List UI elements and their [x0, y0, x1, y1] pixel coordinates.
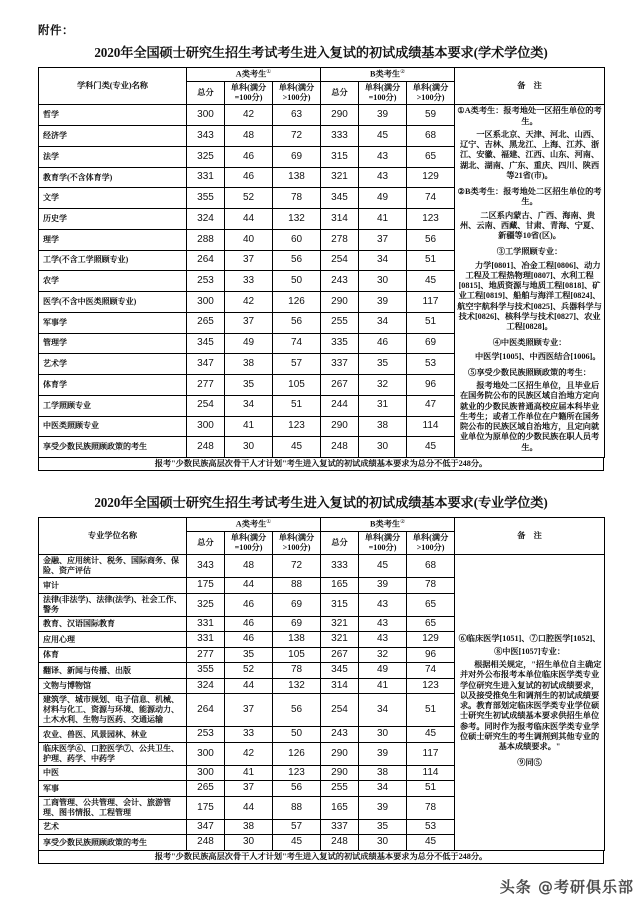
cell-a-over: 105 — [273, 375, 321, 396]
remark-paragraph: 根据相关规定，"招生单位自主确定并对外公布报考本单位临床医学类专业学位研究生进入复试的初试成绩要求，以及接受推免生和调剂生的初试成绩要求。教育部划定临床医学类专业学位硕士研究生初试成绩基本要求供招生单位参考。同时作为报考临床医学类专业学位硕士研究生的考生调剂到其他专业的基本成绩要求。" — [459, 660, 602, 752]
header-b-single-100: 单科(满分=100分) — [359, 81, 407, 105]
academic-footnote-table — [38, 457, 604, 471]
cell-b-over: 114 — [407, 765, 455, 781]
row-subject-name: 工学(不含工学照顾专业) — [39, 250, 187, 271]
cell-a-total: 300 — [187, 105, 225, 126]
cell-a-total: 355 — [187, 188, 225, 209]
cell-a-total: 331 — [187, 632, 225, 648]
cell-a-100: 42 — [225, 292, 273, 313]
header-a-single-over100: 单科(满分>100分) — [273, 531, 321, 555]
cell-a-100: 35 — [225, 375, 273, 396]
header-group-b-sup: ② — [400, 69, 406, 75]
cell-a-over: 78 — [273, 188, 321, 209]
cell-b-total: 290 — [321, 742, 359, 765]
cell-a-100: 33 — [225, 271, 273, 292]
cell-b-total: 248 — [321, 437, 359, 458]
cell-a-100: 35 — [225, 647, 273, 663]
cell-b-100: 34 — [359, 312, 407, 333]
header-a-single-100: 单科(满分=100分) — [225, 531, 273, 555]
header-group-b — [321, 68, 455, 82]
cell-b-total: 315 — [321, 146, 359, 167]
cell-a-100: 33 — [225, 727, 273, 743]
cell-a-over: 56 — [273, 781, 321, 797]
cell-b-total: 321 — [321, 616, 359, 632]
cell-a-total: 347 — [187, 354, 225, 375]
cell-b-100: 38 — [359, 765, 407, 781]
cell-b-total: 337 — [321, 819, 359, 835]
cell-b-100: 46 — [359, 333, 407, 354]
cell-a-100: 37 — [225, 312, 273, 333]
header-group-b-label: B类考生 — [370, 519, 401, 529]
cell-b-over: 78 — [407, 796, 455, 819]
cell-a-over: 45 — [273, 437, 321, 458]
cell-b-total: 254 — [321, 694, 359, 727]
cell-b-100: 38 — [359, 416, 407, 437]
row-subject-name: 文物与博物馆 — [39, 678, 187, 694]
cell-b-over: 51 — [407, 694, 455, 727]
cell-b-total: 321 — [321, 632, 359, 648]
remark-paragraph: 一区系北京、天津、河北、山西、辽宁、吉林、黑龙江、上海、江苏、浙江、安徽、福建、江西、山东、河南、湖北、湖南、广东、重庆、四川、陕西等21省(市)。 — [459, 129, 600, 180]
cell-b-over: 123 — [407, 678, 455, 694]
header-degree-name: 专业学位名称 — [39, 518, 187, 555]
row-subject-name: 农业、兽医、风景园林、林业 — [39, 727, 187, 743]
header-remarks: 备 注 — [455, 68, 605, 105]
cell-a-100: 46 — [225, 632, 273, 648]
cell-a-total: 345 — [187, 333, 225, 354]
cell-a-total: 248 — [187, 835, 225, 851]
cell-b-100: 43 — [359, 167, 407, 188]
cell-a-over: 132 — [273, 678, 321, 694]
row-subject-name: 应用心理 — [39, 632, 187, 648]
cell-b-100: 41 — [359, 678, 407, 694]
cell-b-total: 267 — [321, 647, 359, 663]
academic-score-table — [38, 67, 605, 458]
cell-a-100: 37 — [225, 694, 273, 727]
cell-a-over: 56 — [273, 312, 321, 333]
row-subject-name: 理学 — [39, 229, 187, 250]
cell-a-total: 277 — [187, 375, 225, 396]
remark-paragraph: ⑨同⑤ — [517, 758, 542, 768]
row-subject-name: 审计 — [39, 578, 187, 594]
table-header-row-top — [39, 518, 605, 532]
table-row — [39, 105, 605, 126]
row-subject-name: 建筑学、城市规划、电子信息、机械、材料与化工、资源与环境、能源动力、土木水利、生物与医药、交通运输 — [39, 694, 187, 727]
professional-table-title: 2020年全国硕士研究生招生考试考生进入复试的初试成绩基本要求(专业学位类) — [94, 495, 548, 510]
header-b-total: 总分 — [321, 81, 359, 105]
cell-a-total: 331 — [187, 167, 225, 188]
cell-b-over: 129 — [407, 632, 455, 648]
cell-b-over: 114 — [407, 416, 455, 437]
cell-a-100: 41 — [225, 416, 273, 437]
cell-b-100: 49 — [359, 663, 407, 679]
cell-b-over: 74 — [407, 188, 455, 209]
cell-a-over: 88 — [273, 796, 321, 819]
cell-b-total: 254 — [321, 250, 359, 271]
cell-b-100: 39 — [359, 105, 407, 126]
row-subject-name: 工商管理、公共管理、会计、旅游管理、图书情报、工程管理 — [39, 796, 187, 819]
cell-a-100: 46 — [225, 146, 273, 167]
cell-b-over: 59 — [407, 105, 455, 126]
header-remarks: 备 注 — [455, 518, 605, 555]
cell-b-total: 345 — [321, 663, 359, 679]
cell-b-100: 41 — [359, 209, 407, 230]
header-a-total: 总分 — [187, 531, 225, 555]
cell-b-100: 34 — [359, 250, 407, 271]
professional-footnote-row — [39, 850, 604, 863]
cell-b-over: 45 — [407, 271, 455, 292]
cell-b-over: 123 — [407, 209, 455, 230]
row-subject-name: 教育、汉语国际教育 — [39, 616, 187, 632]
row-subject-name: 医学(不含中医类照顾专业) — [39, 292, 187, 313]
cell-a-100: 49 — [225, 333, 273, 354]
remark-paragraph: 二区系内蒙古、广西、海南、贵州、云南、西藏、甘肃、青海、宁夏、新疆等10省(区)。 — [459, 210, 600, 241]
academic-footnote-text: 报考"少数民族高层次骨干人才计划"考生进入复试的初试成绩基本要求为总分不低于248分。 — [39, 457, 604, 470]
header-b-single-over100: 单科(满分>100分) — [407, 81, 455, 105]
cell-a-over: 57 — [273, 354, 321, 375]
cell-b-over: 47 — [407, 395, 455, 416]
cell-b-total: 335 — [321, 333, 359, 354]
cell-a-over: 51 — [273, 395, 321, 416]
cell-b-total: 314 — [321, 209, 359, 230]
cell-b-100: 30 — [359, 835, 407, 851]
cell-a-total: 300 — [187, 765, 225, 781]
cell-b-over: 117 — [407, 742, 455, 765]
cell-a-total: 300 — [187, 292, 225, 313]
cell-b-100: 30 — [359, 271, 407, 292]
cell-b-total: 243 — [321, 727, 359, 743]
cell-b-total: 255 — [321, 312, 359, 333]
remark-paragraph: ③工学照顾专业： — [496, 247, 563, 257]
remark-paragraph: ⑥临床医学[1051]、⑦口腔医学[1052]、 — [458, 633, 601, 643]
row-subject-name: 法学 — [39, 146, 187, 167]
cell-b-100: 39 — [359, 796, 407, 819]
header-group-a — [187, 518, 321, 532]
remark-paragraph: ④中医类照顾专业： — [492, 338, 567, 348]
row-subject-name: 艺术学 — [39, 354, 187, 375]
row-subject-name: 经济学 — [39, 126, 187, 147]
cell-a-100: 38 — [225, 354, 273, 375]
cell-b-over: 65 — [407, 616, 455, 632]
cell-a-total: 331 — [187, 616, 225, 632]
cell-a-over: 72 — [273, 126, 321, 147]
header-group-a-label: A类考生 — [235, 519, 267, 529]
cell-a-over: 138 — [273, 167, 321, 188]
row-subject-name: 文学 — [39, 188, 187, 209]
cell-a-over: 57 — [273, 819, 321, 835]
cell-b-over: 65 — [407, 593, 455, 616]
cell-a-total: 325 — [187, 146, 225, 167]
cell-b-total: 278 — [321, 229, 359, 250]
cell-b-100: 35 — [359, 354, 407, 375]
cell-b-over: 68 — [407, 126, 455, 147]
row-subject-name: 工学照顾专业 — [39, 395, 187, 416]
cell-b-over: 51 — [407, 250, 455, 271]
cell-b-total: 333 — [321, 126, 359, 147]
cell-a-100: 41 — [225, 765, 273, 781]
remarks-cell — [455, 555, 605, 851]
cell-b-over: 69 — [407, 333, 455, 354]
remark-paragraph: ⑧中医[1057]专业： — [494, 646, 566, 656]
cell-b-total: 255 — [321, 781, 359, 797]
row-subject-name: 享受少数民族照顾政策的考生 — [39, 437, 187, 458]
remark-paragraph: ①A类考生：报考地处一区招生单位的考生。 — [457, 106, 602, 126]
cell-b-total: 267 — [321, 375, 359, 396]
cell-a-over: 69 — [273, 146, 321, 167]
row-subject-name: 体育学 — [39, 375, 187, 396]
remark-paragraph: 报考地处二区招生单位，且毕业后在国务院公布的民族区域自治地方定向就业的少数民族普通高校应届本科毕业生考生；或者工作单位在户籍所在国务院公布的民族区域自治地方，且定向就业单位为原单位的少数民族在职人员考生。 — [459, 381, 600, 452]
cell-a-total: 355 — [187, 663, 225, 679]
cell-a-total: 265 — [187, 781, 225, 797]
cell-b-100: 32 — [359, 375, 407, 396]
cell-b-100: 35 — [359, 819, 407, 835]
cell-a-over: 45 — [273, 835, 321, 851]
cell-b-over: 68 — [407, 555, 455, 578]
cell-a-100: 42 — [225, 742, 273, 765]
cell-b-100: 49 — [359, 188, 407, 209]
cell-b-over: 78 — [407, 578, 455, 594]
cell-a-100: 38 — [225, 819, 273, 835]
table-header-row-top — [39, 68, 605, 82]
cell-b-over: 56 — [407, 229, 455, 250]
cell-b-total: 314 — [321, 678, 359, 694]
header-b-single-100: 单科(满分=100分) — [359, 531, 407, 555]
cell-a-over: 78 — [273, 663, 321, 679]
cell-b-over: 53 — [407, 354, 455, 375]
row-subject-name: 艺术 — [39, 819, 187, 835]
cell-b-total: 290 — [321, 416, 359, 437]
cell-a-total: 253 — [187, 727, 225, 743]
cell-a-100: 40 — [225, 229, 273, 250]
cell-b-total: 337 — [321, 354, 359, 375]
cell-a-100: 44 — [225, 578, 273, 594]
cell-b-over: 45 — [407, 835, 455, 851]
header-group-b-sup: ② — [400, 519, 406, 525]
cell-a-total: 288 — [187, 229, 225, 250]
cell-b-100: 45 — [359, 126, 407, 147]
cell-b-over: 117 — [407, 292, 455, 313]
cell-a-100: 44 — [225, 678, 273, 694]
cell-b-over: 96 — [407, 375, 455, 396]
cell-b-100: 39 — [359, 292, 407, 313]
cell-a-100: 44 — [225, 209, 273, 230]
cell-a-over: 123 — [273, 416, 321, 437]
header-b-single-over100: 单科(满分>100分) — [407, 531, 455, 555]
cell-b-total: 315 — [321, 593, 359, 616]
cell-a-over: 105 — [273, 647, 321, 663]
cell-a-100: 42 — [225, 105, 273, 126]
cell-b-total: 165 — [321, 796, 359, 819]
remark-paragraph: 中医学[1005]、中西医结合[1006]。 — [474, 351, 601, 361]
cell-a-100: 37 — [225, 250, 273, 271]
cell-b-over: 53 — [407, 819, 455, 835]
row-subject-name: 临床医学⑥、口腔医学⑦、公共卫生、护理、药学、中药学 — [39, 742, 187, 765]
cell-a-100: 46 — [225, 167, 273, 188]
cell-a-over: 74 — [273, 333, 321, 354]
cell-b-100: 34 — [359, 694, 407, 727]
cell-a-over: 69 — [273, 593, 321, 616]
cell-a-over: 72 — [273, 555, 321, 578]
cell-a-total: 175 — [187, 578, 225, 594]
row-subject-name: 金融、应用统计、税务、国际商务、保险、资产评估 — [39, 555, 187, 578]
professional-footnote-text: 报考"少数民族高层次骨干人才计划"考生进入复试的初试成绩基本要求为总分不低于248分。 — [39, 850, 604, 863]
cell-b-total: 321 — [321, 167, 359, 188]
cell-b-over: 65 — [407, 146, 455, 167]
cell-a-total: 265 — [187, 312, 225, 333]
cell-a-total: 343 — [187, 555, 225, 578]
cell-a-100: 37 — [225, 781, 273, 797]
row-subject-name: 享受少数民族照顾政策的考生 — [39, 835, 187, 851]
cell-b-100: 43 — [359, 593, 407, 616]
cell-a-total: 264 — [187, 250, 225, 271]
cell-a-total: 264 — [187, 694, 225, 727]
cell-b-total: 165 — [321, 578, 359, 594]
professional-table-body — [39, 555, 605, 851]
cell-b-over: 45 — [407, 437, 455, 458]
cell-b-over: 51 — [407, 312, 455, 333]
cell-b-100: 45 — [359, 555, 407, 578]
cell-a-total: 300 — [187, 742, 225, 765]
cell-b-total: 290 — [321, 765, 359, 781]
cell-a-100: 30 — [225, 437, 273, 458]
cell-b-100: 32 — [359, 647, 407, 663]
academic-table-section — [38, 42, 604, 471]
cell-a-over: 88 — [273, 578, 321, 594]
header-group-a-sup: ① — [266, 69, 272, 75]
cell-a-100: 52 — [225, 188, 273, 209]
cell-b-total: 290 — [321, 105, 359, 126]
cell-b-over: 74 — [407, 663, 455, 679]
header-a-single-100: 单科(满分=100分) — [225, 81, 273, 105]
header-a-total: 总分 — [187, 81, 225, 105]
row-subject-name: 法律(非法学)、法律(法学)、社会工作、警务 — [39, 593, 187, 616]
cell-a-over: 126 — [273, 292, 321, 313]
cell-b-100: 43 — [359, 146, 407, 167]
row-subject-name: 体育 — [39, 647, 187, 663]
cell-a-over: 126 — [273, 742, 321, 765]
cell-b-total: 248 — [321, 835, 359, 851]
cell-a-over: 123 — [273, 765, 321, 781]
header-group-b — [321, 518, 455, 532]
remark-paragraph: 力学[0801]、冶金工程[0806]、动力工程及工程热物理[0807]、水利工程[0815]、地质资源与地质工程[0818]、矿业工程[0819]、船舶与海洋工程[0824]、航空宇航科学与技术[0825]、兵器科学与技术[0826]、核科学与技术[0827]、农业工程[0828]。 — [457, 260, 602, 332]
cell-b-total: 290 — [321, 292, 359, 313]
cell-b-100: 37 — [359, 229, 407, 250]
header-subject-name: 学科门类(专业)名称 — [39, 68, 187, 105]
cell-a-total: 254 — [187, 395, 225, 416]
cell-b-100: 34 — [359, 781, 407, 797]
cell-a-total: 300 — [187, 416, 225, 437]
cell-a-over: 56 — [273, 694, 321, 727]
cell-a-total: 325 — [187, 593, 225, 616]
header-a-single-over100: 单科(满分>100分) — [273, 81, 321, 105]
cell-b-100: 43 — [359, 632, 407, 648]
remark-paragraph: ②B类考生：报考地处二区招生单位的考生。 — [457, 187, 602, 207]
cell-a-total: 343 — [187, 126, 225, 147]
header-group-b-label: B类考生 — [370, 69, 401, 79]
professional-table-section — [38, 492, 604, 864]
row-subject-name: 农学 — [39, 271, 187, 292]
watermark: 头条 @考研俱乐部 — [499, 878, 634, 896]
row-subject-name: 军事学 — [39, 312, 187, 333]
cell-b-over: 129 — [407, 167, 455, 188]
academic-table-body — [39, 105, 605, 458]
cell-b-over: 96 — [407, 647, 455, 663]
cell-b-100: 30 — [359, 437, 407, 458]
cell-a-100: 52 — [225, 663, 273, 679]
cell-b-100: 31 — [359, 395, 407, 416]
header-group-a-label: A类考生 — [235, 69, 267, 79]
cell-a-total: 277 — [187, 647, 225, 663]
cell-a-100: 48 — [225, 555, 273, 578]
cell-a-over: 132 — [273, 209, 321, 230]
cell-a-over: 63 — [273, 105, 321, 126]
remarks-cell — [455, 105, 605, 458]
cell-a-over: 56 — [273, 250, 321, 271]
cell-a-100: 46 — [225, 593, 273, 616]
cell-b-total: 333 — [321, 555, 359, 578]
cell-a-100: 34 — [225, 395, 273, 416]
cell-a-total: 347 — [187, 819, 225, 835]
cell-a-total: 248 — [187, 437, 225, 458]
cell-b-100: 39 — [359, 742, 407, 765]
header-group-a-sup: ① — [266, 519, 272, 525]
cell-b-over: 51 — [407, 781, 455, 797]
cell-a-over: 50 — [273, 271, 321, 292]
cell-a-over: 50 — [273, 727, 321, 743]
cell-b-total: 345 — [321, 188, 359, 209]
row-subject-name: 中医类照顾专业 — [39, 416, 187, 437]
cell-a-100: 48 — [225, 126, 273, 147]
header-group-a — [187, 68, 321, 82]
cell-b-total: 244 — [321, 395, 359, 416]
row-subject-name: 教育学(不含体育学) — [39, 167, 187, 188]
cell-a-100: 46 — [225, 616, 273, 632]
row-subject-name: 中医 — [39, 765, 187, 781]
professional-footnote-table — [38, 850, 604, 864]
cell-a-over: 60 — [273, 229, 321, 250]
cell-a-total: 324 — [187, 678, 225, 694]
cell-a-total: 324 — [187, 209, 225, 230]
cell-b-total: 243 — [321, 271, 359, 292]
cell-a-100: 44 — [225, 796, 273, 819]
cell-a-total: 175 — [187, 796, 225, 819]
header-b-total: 总分 — [321, 531, 359, 555]
cell-a-100: 30 — [225, 835, 273, 851]
academic-footnote-row — [39, 457, 604, 470]
cell-b-100: 43 — [359, 616, 407, 632]
cell-a-over: 69 — [273, 616, 321, 632]
cell-b-100: 39 — [359, 578, 407, 594]
row-subject-name: 历史学 — [39, 209, 187, 230]
attachment-label: 附件： — [38, 25, 74, 37]
table-row — [39, 555, 605, 578]
academic-table-title: 2020年全国硕士研究生招生考试考生进入复试的初试成绩基本要求(学术学位类) — [94, 45, 548, 60]
row-subject-name: 管理学 — [39, 333, 187, 354]
cell-a-over: 138 — [273, 632, 321, 648]
row-subject-name: 军事 — [39, 781, 187, 797]
cell-b-over: 45 — [407, 727, 455, 743]
cell-a-total: 253 — [187, 271, 225, 292]
remark-paragraph: ⑤享受少数民族照顾政策的考生： — [468, 367, 591, 377]
professional-score-table — [38, 517, 605, 851]
cell-b-100: 30 — [359, 727, 407, 743]
row-subject-name: 翻译、新闻与传播、出版 — [39, 663, 187, 679]
row-subject-name: 哲学 — [39, 105, 187, 126]
